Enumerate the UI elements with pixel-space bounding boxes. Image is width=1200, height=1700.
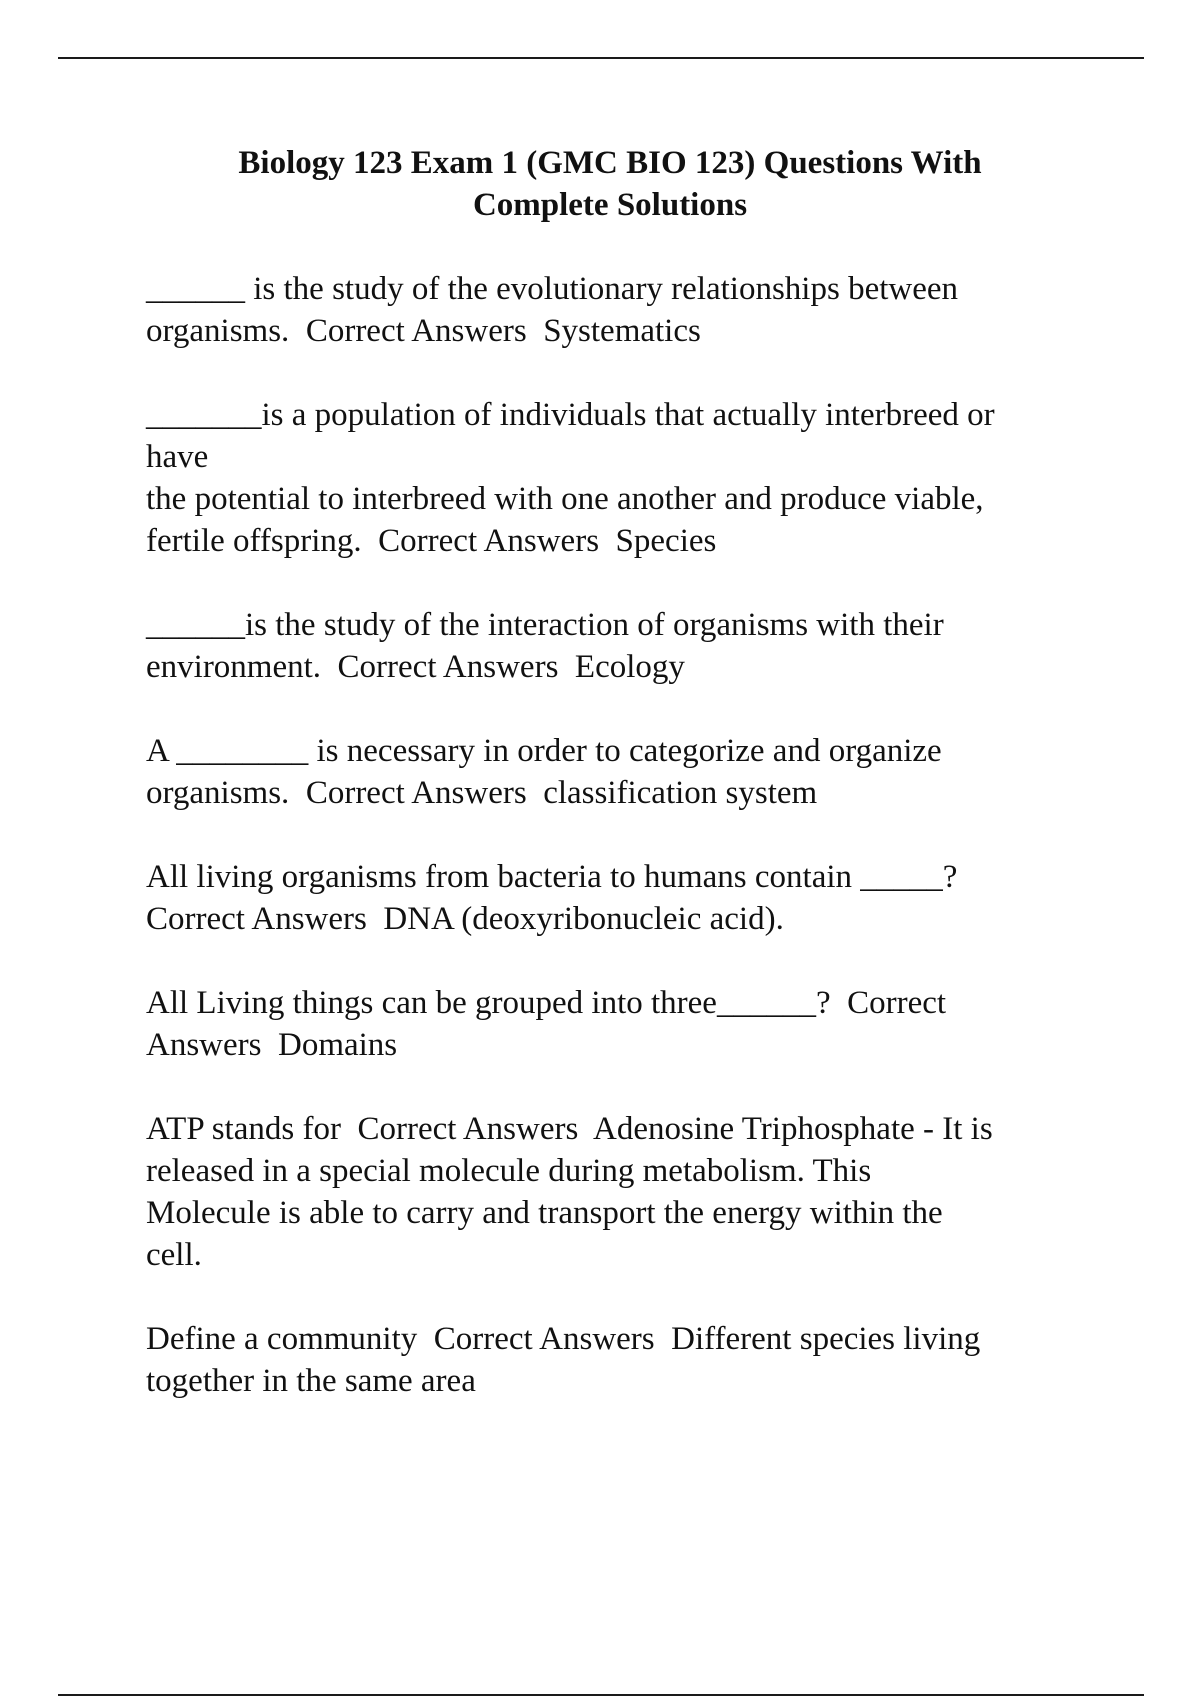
correct-answers-label: Correct Answers <box>378 523 600 559</box>
correct-answers-label: Correct Answers <box>146 901 367 937</box>
answer-text: classification system <box>543 775 818 811</box>
qa-item <box>146 730 1146 814</box>
qa-item <box>146 856 1146 940</box>
qa-item <box>146 394 1146 562</box>
question-text: A ________ is necessary in order to categorize and organize organisms. <box>146 733 942 811</box>
answers-word: Answers <box>146 1027 262 1063</box>
bottom-rule <box>58 1694 1144 1696</box>
top-rule <box>58 57 1144 59</box>
correct-answers-label: Correct Answers <box>305 775 527 811</box>
question-text: All Living things can be grouped into three______? <box>146 985 831 1021</box>
correct-answers-label: Correct Answers <box>337 649 559 685</box>
question-text: ______is the study of the interaction of organisms with their environment. <box>146 607 944 685</box>
question-text: All living organisms from bacteria to humans contain _____? <box>146 859 958 895</box>
qa-item <box>146 1108 1146 1276</box>
question-text: _______is a population of individuals that actually interbreed or have the potential to interbreed with one another and produce viable, fertile offspring. <box>146 397 995 559</box>
qa-item <box>146 1318 1146 1402</box>
qa-item <box>146 268 1146 352</box>
correct-answers-label: Correct Answers <box>433 1321 655 1357</box>
qa-item <box>146 982 1146 1066</box>
title-line-2: Complete Solutions <box>472 187 748 223</box>
question-text: ______ is the study of the evolutionary relationships between organisms. <box>146 271 959 349</box>
correct-answers-label: Correct Answers <box>357 1111 579 1147</box>
correct-answers-label: Correct <box>847 985 947 1021</box>
answer-text: Different species living together in the same area <box>146 1321 981 1399</box>
answer-text: Domains <box>277 1027 398 1063</box>
answer-text: Adenosine Triphosphate - It is released in a special molecule during metabolism. This Molecule is able to carry and transport the energy within the cell. <box>146 1111 993 1273</box>
answer-text: Species <box>615 523 717 559</box>
answer-text: Ecology <box>574 649 685 685</box>
question-text: Define a community <box>146 1321 418 1357</box>
correct-answers-label: Correct Answers <box>305 313 527 349</box>
title-line-1: Biology 123 Exam 1 (GMC BIO 123) Questions With <box>238 145 982 181</box>
page-title <box>160 142 1060 226</box>
question-text: ATP stands for <box>146 1111 341 1147</box>
answer-text: DNA (deoxyribonucleic acid). <box>383 901 784 937</box>
answer-text: Systematics <box>543 313 701 349</box>
qa-item <box>146 604 1146 688</box>
qa-list <box>146 268 1146 1402</box>
